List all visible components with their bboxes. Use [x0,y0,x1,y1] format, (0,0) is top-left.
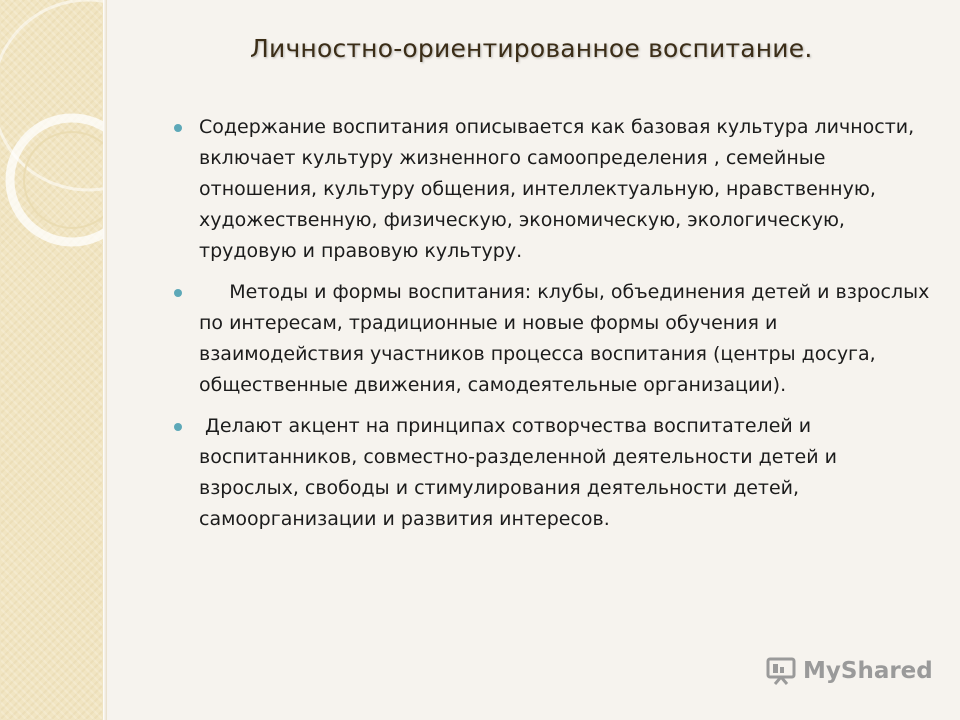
bullet-item [172,411,932,535]
slide-title: Личностно-ориентированное воспитание. [250,34,813,63]
bullet-list [172,112,932,545]
panel-divider [103,0,107,720]
watermark-text: MyShared [803,658,933,684]
bullet-text: Делают акцент на принципах сотворчества воспитателей и воспитанников, совместно-разделенной деятельности детей и взрослых, свободы и стимулирования деятельности детей, самоорганизации и развития интересов. [199,415,837,530]
circle-ornament [0,0,103,720]
bullet-text: Методы и формы воспитания: клубы, объединения детей и взрослых по интересам, традиционные и новые формы обучения и взаимодействия участников процесса воспитания (центры досуга, общественные движения, самодеятельные организации). [199,281,930,396]
presentation-icon [764,656,798,686]
bullet-dot-icon [174,289,182,297]
bullet-item [172,277,932,401]
watermark [764,656,933,686]
bullet-text: Содержание воспитания описывается как базовая культура личности, включает культуру жизненного самоопределения , семейные отношения, культуру общения, интеллектуальную, нравственную, художественную, физическую, экономическую, экологическую, трудовую и правовую культуру. [199,116,915,262]
bullet-dot-icon [174,124,182,132]
bullet-dot-icon [174,423,182,431]
decorative-side-panel [0,0,103,720]
bullet-item [172,112,932,267]
